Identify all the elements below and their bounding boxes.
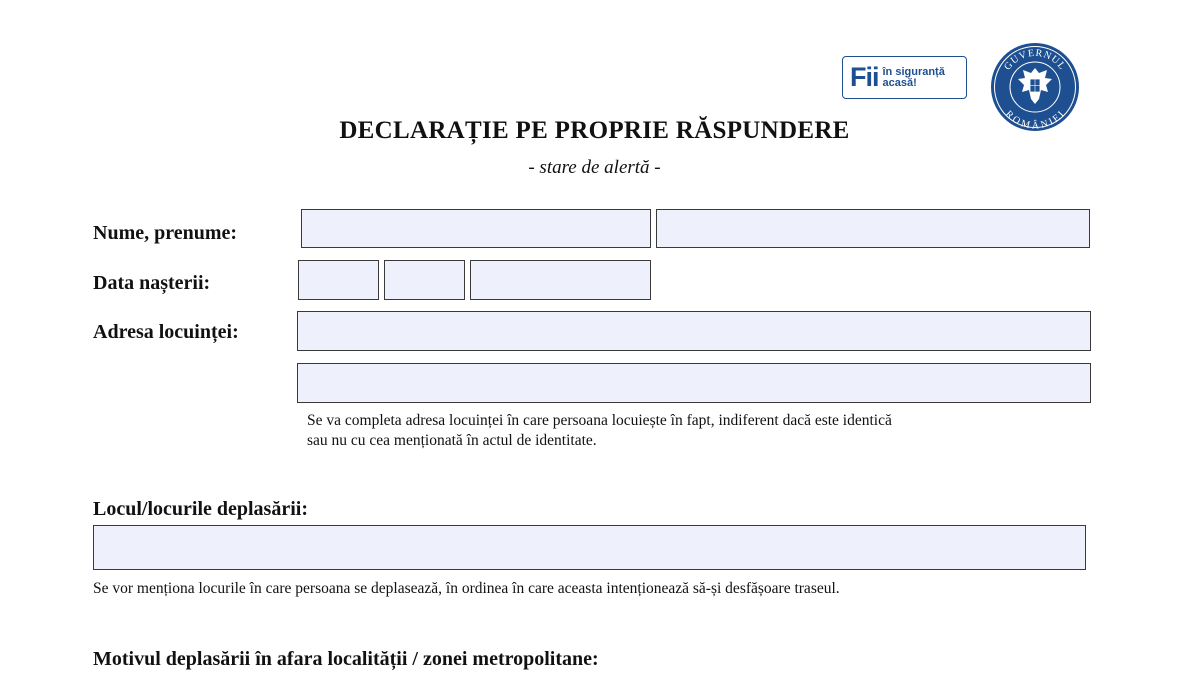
birth-month-field[interactable] (384, 260, 465, 300)
address-label: Adresa locuinței: (93, 321, 239, 343)
address-field-line-2[interactable] (297, 363, 1091, 403)
address-note-line-1: Se va completa adresa locuinței în care persoana locuiește în fapt, indiferent dacă este identică (307, 412, 892, 429)
address-field-line-1[interactable] (297, 311, 1091, 351)
fii-in-siguranta-logo (842, 56, 967, 99)
places-field[interactable] (93, 525, 1086, 570)
seal-bottom-text: ROMÂNIEI (1002, 108, 1068, 132)
reason-label: Motivul deplasării în afara localității / zonei metropolitane: (93, 648, 599, 670)
page-subtitle: - stare de alertă - (528, 157, 661, 178)
page-title: DECLARAȚIE PE PROPRIE RĂSPUNDERE (339, 117, 850, 144)
birth-day-field[interactable] (298, 260, 379, 300)
logo-main-text: Fii (850, 62, 879, 92)
logo-line-2: acasă! (882, 76, 917, 89)
last-name-field[interactable] (301, 209, 651, 248)
address-note (307, 411, 892, 451)
logo-line-1: în siguranță (882, 65, 945, 78)
places-label: Locul/locurile deplasării: (93, 498, 308, 520)
seal-top-text: GUVERNUL (1002, 47, 1068, 73)
address-note-line-2: sau nu cu cea menționată în actul de identitate. (307, 432, 597, 449)
birth-date-label: Data nașterii: (93, 272, 211, 294)
first-name-field[interactable] (656, 209, 1090, 248)
name-label: Nume, prenume: (93, 222, 238, 244)
places-note: Se vor menționa locurile în care persoana se deplasează, în ordinea în care aceasta intenționează să-și desfășoare traseul. (93, 580, 840, 597)
logo-sub-text (883, 67, 945, 89)
birth-year-field[interactable] (470, 260, 651, 300)
